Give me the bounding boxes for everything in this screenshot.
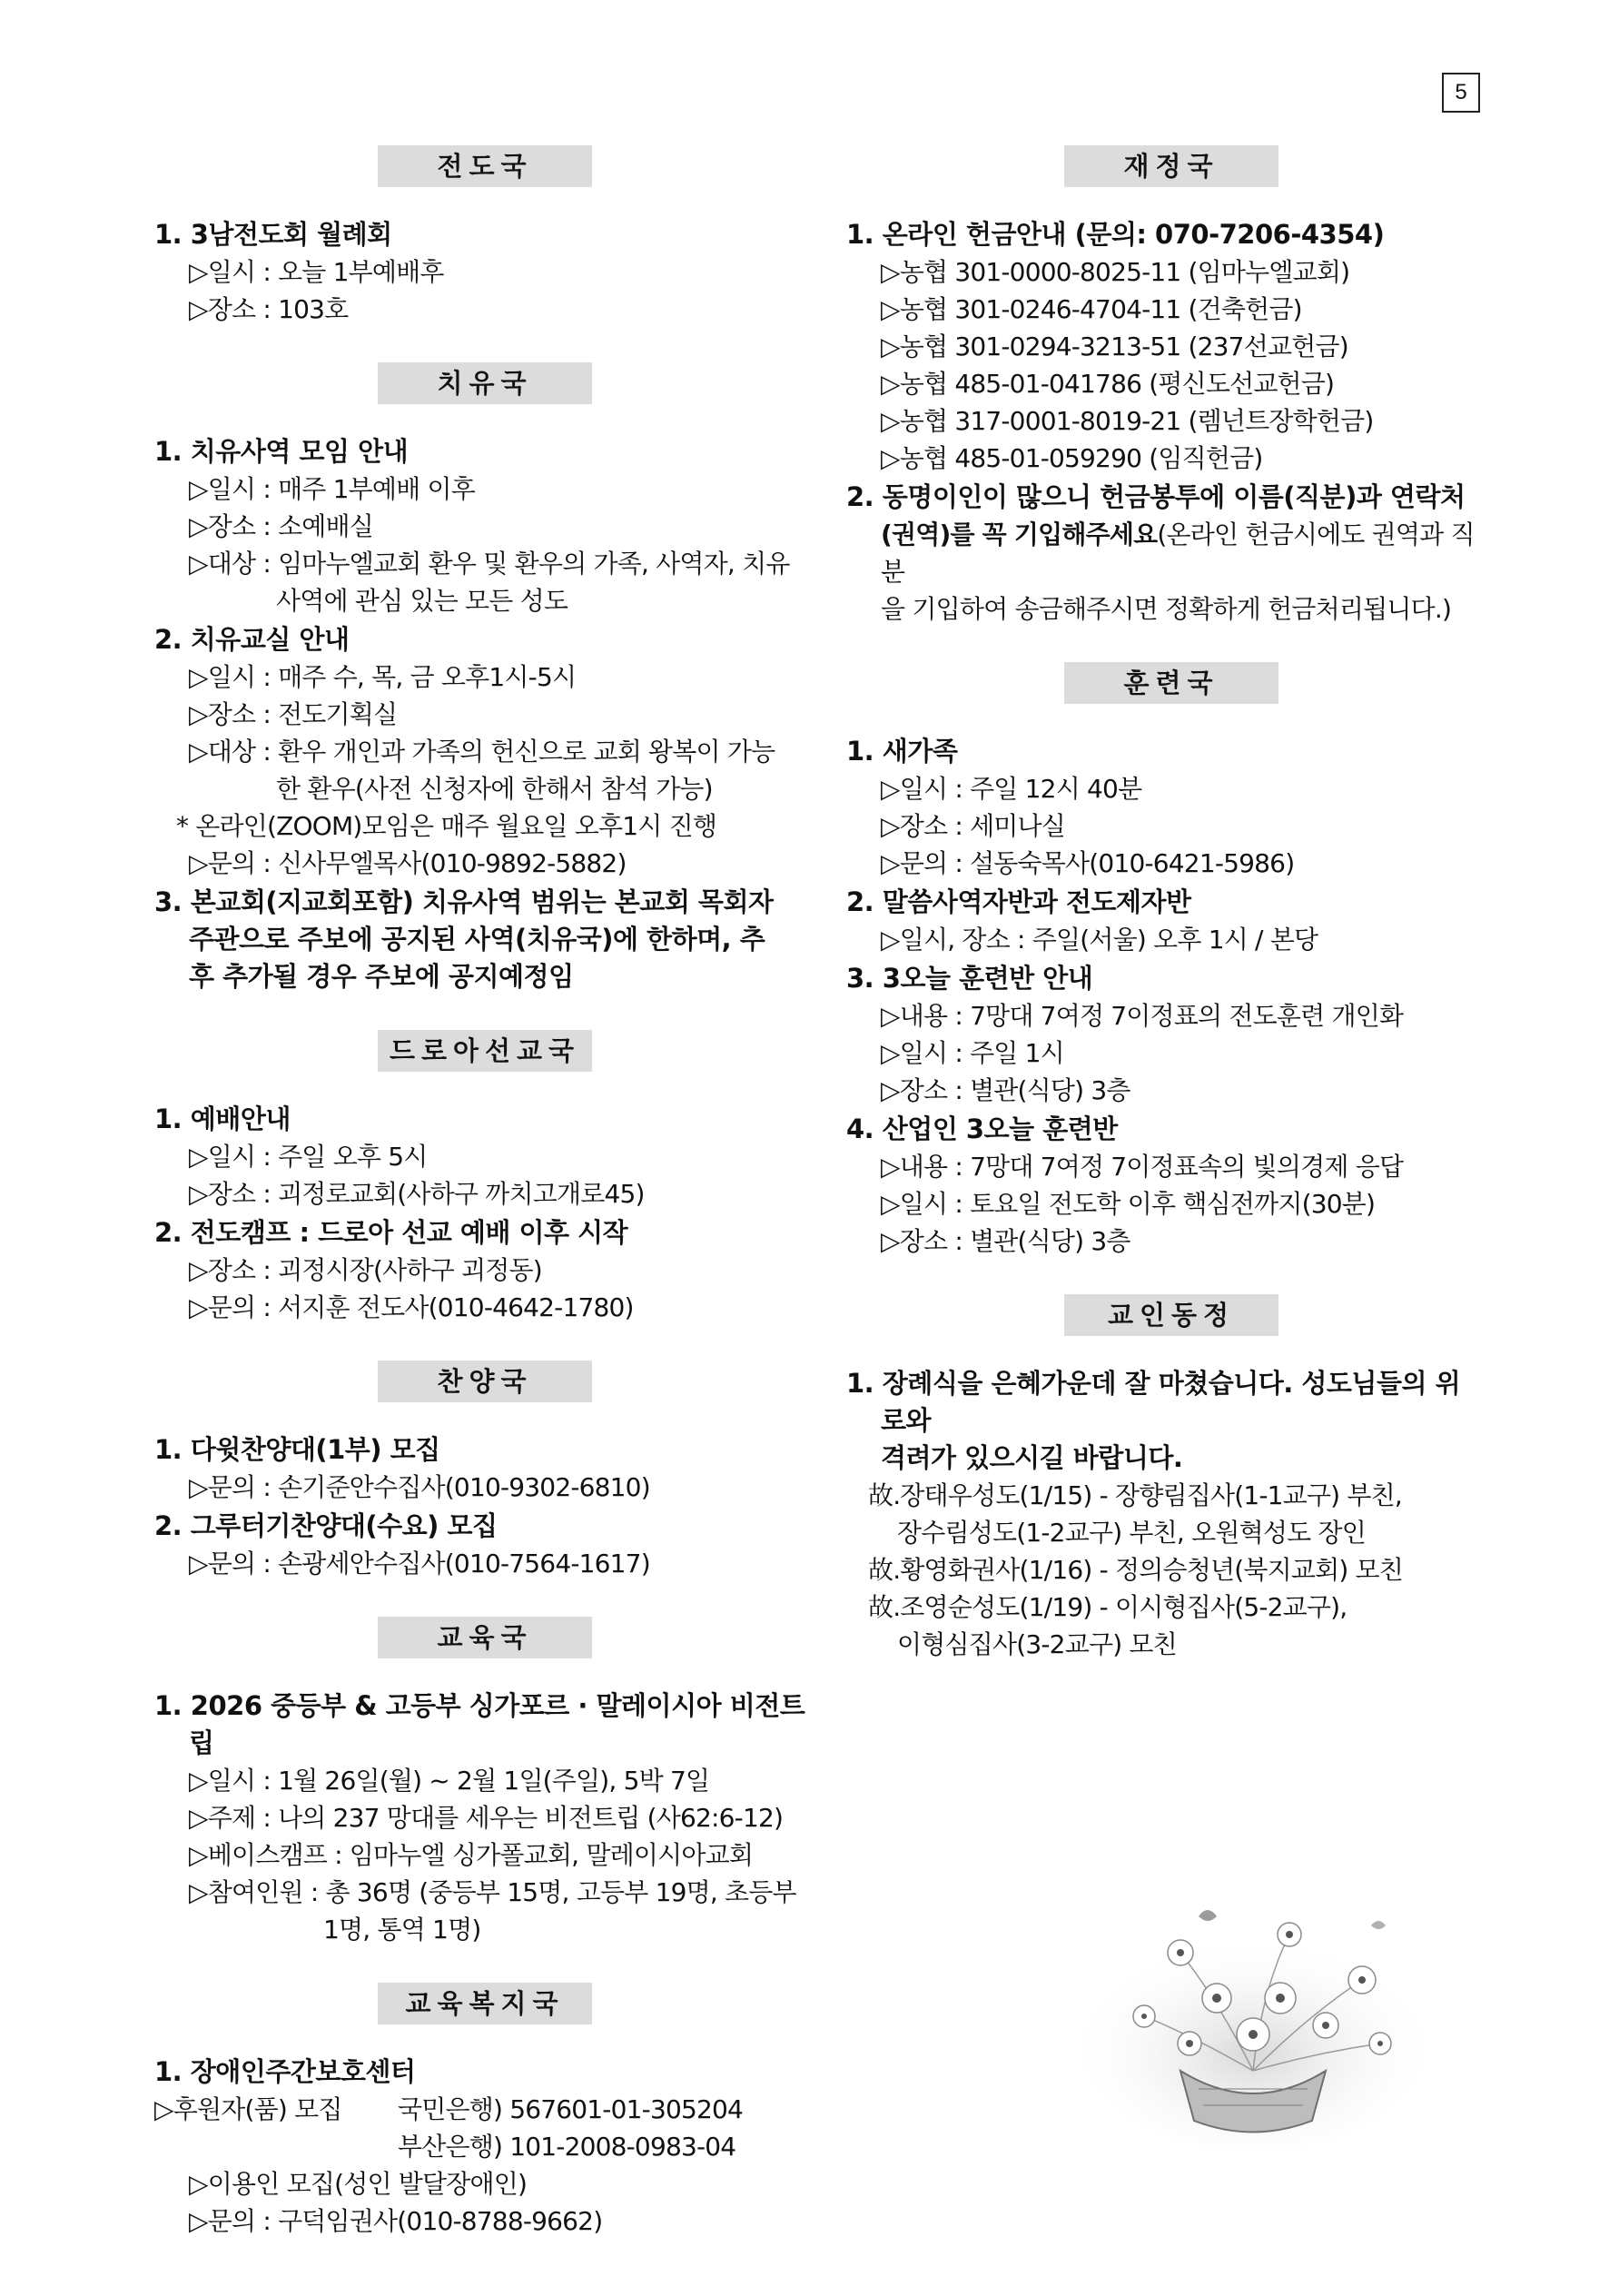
item-heading: 2. 그루터기찬양대(수요) 모집 <box>154 1510 498 1541</box>
item-heading: 1. 장애인주간보호센터 <box>154 2056 416 2087</box>
item-heading: 1. 온라인 헌금안내 (문의: 070-7206-4354) <box>846 219 1385 250</box>
section-title: 치유국 <box>378 362 592 404</box>
list-item <box>154 1687 808 1948</box>
section-title: 교육복지국 <box>378 1983 592 2024</box>
item-line: ▷농협 301-0000-8025-11 (임마누엘교회) <box>881 257 1350 287</box>
item-heading: 3. 본교회(지교회포함) 치유사역 범위는 본교회 목회자 <box>154 886 774 917</box>
list-item <box>154 1101 808 1212</box>
list-item <box>846 479 1482 628</box>
item-line: ▷일시 : 매주 1부예배 이후 <box>189 474 476 504</box>
item-line: ▷장소 : 별관(식당) 3층 <box>881 1075 1130 1105</box>
list-item <box>154 1508 808 1582</box>
list-item <box>154 216 808 328</box>
section-title: 훈련국 <box>1064 662 1278 704</box>
item-line: 장수림성도(1-2교구) 부친, 오원혁성도 장인 <box>897 1518 1366 1548</box>
list-item <box>154 2054 808 2240</box>
item-line: ▷문의 : 설동숙목사(010-6421-5986) <box>881 848 1295 878</box>
item-line: ▷베이스캠프 : 임마누엘 싱가폴교회, 말레이시아교회 <box>189 1840 754 1870</box>
item-line: ▷일시 : 주일 12시 40분 <box>881 774 1142 804</box>
item-line: ▷문의 : 손광세안수집사(010-7564-1617) <box>189 1549 650 1578</box>
list-item <box>154 433 808 619</box>
item-heading: 2. 치유교실 안내 <box>154 624 350 655</box>
section-title: 재정국 <box>1064 145 1278 187</box>
item-heading: 1. 다윗찬양대(1부) 모집 <box>154 1434 440 1465</box>
item-line: ▷농협 301-0294-3213-51 (237선교헌금) <box>881 332 1348 361</box>
flower-basket-illustration <box>1081 1889 1444 2162</box>
right-column <box>846 145 1482 1697</box>
list-item <box>154 621 808 882</box>
section-finance <box>846 145 1482 628</box>
section-troas-mission <box>154 1030 808 1326</box>
bank-account: 국민은행) 567601-01-305204 <box>398 2094 744 2124</box>
item-line: 故.조영순성도(1/19) - 이시형집사(5-2교구), <box>868 1592 1347 1622</box>
item-heading: 2. 동명이인이 많으니 헌금봉투에 이름(직분)과 연락처 <box>846 481 1466 512</box>
item-line: ▷문의 : 손기준안수집사(010-9302-6810) <box>189 1472 650 1502</box>
item-line: ▷주제 : 나의 237 망대를 세우는 비전트립 (사62:6-12) <box>189 1803 784 1833</box>
item-heading: 1. 새가족 <box>846 736 958 767</box>
item-line: ▷대상 : 환우 개인과 가족의 헌신으로 교회 왕복이 가능 <box>189 737 775 767</box>
bank-account: 부산은행) 101-2008-0983-04 <box>398 2132 736 2162</box>
item-text: (온라인 헌금시에도 권역과 직분 <box>881 520 1475 587</box>
item-heading: 격려가 있으시길 바랍니다. <box>881 1442 1183 1473</box>
list-item <box>154 1431 808 1506</box>
item-line: ▷농협 317-0001-8019-21 (렘넌트장학헌금) <box>881 406 1374 436</box>
list-item <box>154 1214 808 1326</box>
item-line: 을 기입하여 송금해주시면 정확하게 헌금처리됩니다.) <box>881 594 1452 624</box>
item-heading: 1. 2026 중등부 & 고등부 싱가포르 · 말레이시아 비전트립 <box>154 1690 805 1758</box>
list-item <box>846 216 1482 477</box>
item-line: ▷일시 : 주일 오후 5시 <box>189 1142 428 1172</box>
section-praise <box>154 1361 808 1582</box>
item-line: ▷장소 : 전도기획실 <box>189 699 398 729</box>
item-line: 故.장태우성도(1/15) - 장향림집사(1-1교구) 부친, <box>868 1480 1402 1510</box>
item-note: * 온라인(ZOOM)모임은 매주 월요일 오후1시 진행 <box>176 811 717 841</box>
page-number: 5 <box>1442 73 1480 113</box>
item-line <box>846 516 1482 590</box>
item-line-label: ▷후원자(품) 모집 <box>154 2094 342 2124</box>
item-heading: 1. 장례식을 은혜가운데 잘 마쳤습니다. 성도님들의 위로와 <box>846 1368 1461 1436</box>
section-title: 교인동정 <box>1064 1294 1278 1336</box>
item-line: ▷이용인 모집(성인 발달장애인) <box>189 2169 528 2199</box>
item-line: ▷문의 : 신사무엘목사(010-9892-5882) <box>189 848 627 878</box>
item-line: ▷장소 : 103호 <box>189 294 349 324</box>
item-line: 이형심집사(3-2교구) 모친 <box>897 1629 1177 1659</box>
item-line: ▷장소 : 괴정로교회(사하구 까치고개로45) <box>189 1179 645 1209</box>
section-member-news <box>846 1294 1482 1663</box>
item-line: ▷장소 : 별관(식당) 3층 <box>881 1226 1130 1256</box>
item-heading: 주관으로 주보에 공지된 사역(치유국)에 한하며, 추 <box>189 924 765 955</box>
list-item <box>846 960 1482 1109</box>
item-line: 사역에 관심 있는 모든 성도 <box>276 586 568 616</box>
item-line: ▷장소 : 소예배실 <box>189 511 374 541</box>
list-item <box>846 884 1482 958</box>
item-heading: 2. 말씀사역자반과 전도제자반 <box>846 886 1191 917</box>
section-education <box>154 1617 808 1948</box>
item-line: ▷장소 : 세미나실 <box>881 811 1066 841</box>
section-evangelism <box>154 145 808 328</box>
item-line: ▷대상 : 임마누엘교회 환우 및 환우의 가족, 사역자, 치유 <box>189 549 790 579</box>
item-line: ▷문의 : 서지훈 전도사(010-4642-1780) <box>189 1292 634 1322</box>
item-line: 故.황영화권사(1/16) - 정의승청년(북지교회) 모친 <box>868 1555 1404 1585</box>
item-heading: 4. 산업인 3오늘 훈련반 <box>846 1113 1118 1144</box>
item-line: ▷일시, 장소 : 주일(서울) 오후 1시 / 본당 <box>881 925 1318 955</box>
item-heading: 1. 치유사역 모임 안내 <box>154 436 409 467</box>
section-healing <box>154 362 808 995</box>
section-title: 드로아선교국 <box>378 1030 592 1072</box>
item-heading: 2. 전도캠프 : 드로아 선교 예배 이후 시작 <box>154 1217 628 1248</box>
section-education-welfare <box>154 1983 808 2240</box>
list-item <box>846 733 1482 882</box>
item-line: ▷일시 : 오늘 1부예배후 <box>189 257 444 287</box>
item-line: ▷참여인원 : 총 36명 (중등부 15명, 고등부 19명, 초등부 <box>189 1877 796 1907</box>
section-title: 찬양국 <box>378 1361 592 1402</box>
item-line: 한 환우(사전 신청자에 한해서 참석 가능) <box>276 774 713 804</box>
item-line: ▷일시 : 매주 수, 목, 금 오후1시-5시 <box>189 662 577 692</box>
item-line: ▷농협 485-01-041786 (평신도선교헌금) <box>881 369 1335 399</box>
item-line: ▷내용 : 7망대 7여정 7이정표속의 빛의경제 응답 <box>881 1152 1404 1182</box>
list-item <box>154 884 808 995</box>
item-line <box>154 2091 808 2128</box>
section-title: 교육국 <box>378 1617 592 1658</box>
item-line: ▷문의 : 구덕임권사(010-8788-9662) <box>189 2206 603 2236</box>
item-line: ▷내용 : 7망대 7여정 7이정표의 전도훈련 개인화 <box>881 1001 1404 1031</box>
item-line: ▷일시 : 주일 1시 <box>881 1038 1064 1068</box>
list-item <box>846 1365 1482 1663</box>
section-training <box>846 662 1482 1260</box>
list-item <box>846 1111 1482 1260</box>
item-line: ▷농협 301-0246-4704-11 (건축헌금) <box>881 294 1302 324</box>
item-line: ▷장소 : 괴정시장(사하구 괴정동) <box>189 1255 542 1285</box>
item-heading: 1. 예배안내 <box>154 1103 291 1134</box>
item-heading: 1. 3남전도회 월례회 <box>154 219 392 250</box>
section-title: 전도국 <box>378 145 592 187</box>
item-line: ▷농협 485-01-059290 (임직헌금) <box>881 443 1263 473</box>
item-heading: 후 추가될 경우 주보에 공지예정임 <box>189 961 574 992</box>
item-line: ▷일시 : 토요일 전도학 이후 핵심전까지(30분) <box>881 1189 1376 1219</box>
item-emphasis: (권역)를 꼭 기입해주세요 <box>881 520 1158 549</box>
item-line: ▷일시 : 1월 26일(월) ~ 2월 1일(주일), 5박 7일 <box>189 1766 710 1796</box>
item-line: 1명, 통역 1명) <box>323 1915 481 1945</box>
item-heading: 3. 3오늘 훈련반 안내 <box>846 963 1093 994</box>
left-column <box>154 145 808 2274</box>
